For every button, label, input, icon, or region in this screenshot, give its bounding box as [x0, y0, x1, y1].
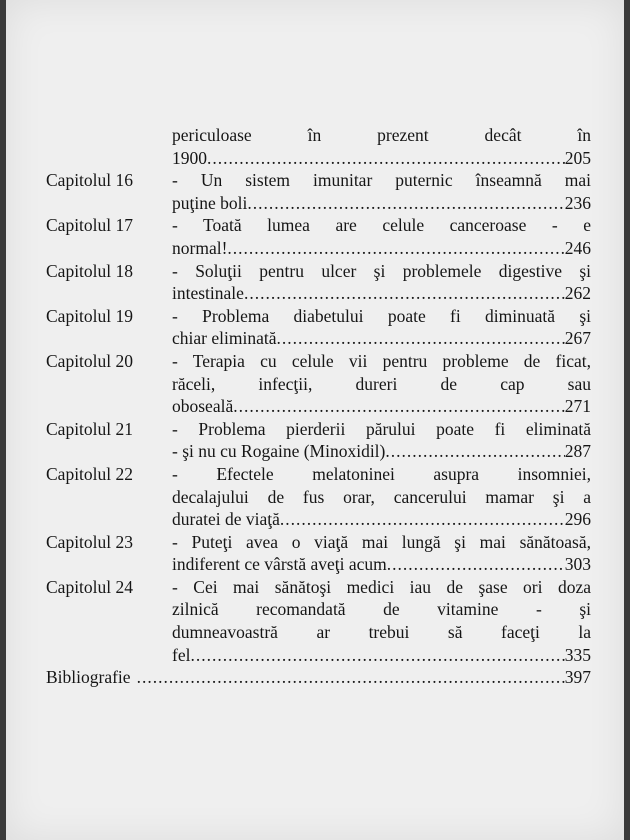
toc-entry-body: [172, 418, 591, 463]
toc-entry-body: [172, 305, 591, 350]
page-number: 296: [564, 509, 591, 530]
toc-last-line: [172, 553, 591, 576]
leader-dots: [207, 147, 565, 170]
leader-dots: [137, 666, 565, 689]
toc-line: - Cei mai sănătoşi medici iau de şase ori doza: [172, 576, 591, 597]
chapter-label: Capitolul 23: [46, 531, 134, 552]
toc-last-line: [172, 147, 591, 170]
toc-last-line: [172, 395, 591, 418]
chapter-label: Capitolul 22: [46, 463, 134, 484]
page-number: 246: [564, 237, 591, 258]
toc-last-line: [172, 237, 591, 260]
toc-last-line: [172, 508, 591, 531]
toc-continuation: [46, 124, 591, 169]
page-number: 303: [564, 554, 591, 575]
toc-line: - Toată lumea are celule canceroase - e: [172, 215, 591, 236]
toc-line: - Problema pierderii părului poate fi eliminată: [172, 418, 591, 439]
leader-dots: [244, 282, 565, 305]
chapter-label: Capitolul 21: [46, 418, 134, 439]
page-number: 267: [564, 328, 591, 349]
leader-dots: [190, 644, 564, 667]
bibliography-label: Bibliografie: [46, 667, 131, 688]
leader-dots: [387, 553, 565, 576]
toc-line-text: duratei de viaţă: [172, 509, 280, 530]
chapter-label: Capitolul 20: [46, 350, 134, 371]
table-of-contents: [46, 124, 591, 689]
leader-dots: [385, 440, 564, 463]
book-page: [6, 0, 624, 840]
toc-entry-body: [172, 214, 591, 259]
toc-line-text: fel: [172, 644, 191, 665]
toc-line: zilnică recomandată de vitamine - şi: [172, 599, 591, 620]
page-number: 271: [564, 396, 591, 417]
leader-dots: [280, 508, 565, 531]
toc-line-text: intestinale: [172, 283, 244, 304]
chapter-label: Capitolul 24: [46, 576, 134, 597]
toc-line-text: - şi nu cu Rogaine (Minoxidil): [172, 441, 386, 462]
toc-entry-body: [172, 124, 591, 169]
toc-line: răceli, infecţii, dureri de cap sau: [172, 373, 591, 394]
toc-entry-body: [172, 260, 591, 305]
toc-line: - Puteţi avea o viaţă mai lungă şi mai sănătoasă,: [172, 531, 591, 552]
leader-dots: [233, 395, 565, 418]
leader-dots: [227, 237, 564, 260]
toc-last-line: [172, 327, 591, 350]
toc-line-text: puţine boli: [172, 192, 248, 213]
toc-entry-body: [172, 350, 591, 418]
toc-last-line: [172, 282, 591, 305]
toc-entry-body: [172, 463, 591, 531]
toc-label-empty: [46, 124, 172, 169]
toc-last-line: [172, 440, 591, 463]
toc-line-text: normal!: [172, 237, 228, 258]
toc-line-text: indiferent ce vârstă aveţi acum: [172, 554, 387, 575]
toc-line: - Efectele melatoninei asupra insomniei,: [172, 463, 591, 484]
toc-line: - Terapia cu celule vii pentru probleme de ficat,: [172, 350, 591, 371]
toc-entry: [46, 350, 591, 418]
page-number: 236: [564, 192, 591, 213]
toc-entry-body: [172, 576, 591, 666]
toc-line: periculoase în prezent decât în: [172, 125, 591, 145]
page-number: 335: [564, 644, 591, 665]
bibliography-entry: [46, 666, 591, 689]
toc-line-text: oboseală: [172, 396, 234, 417]
toc-entry: [46, 463, 591, 531]
chapter-label: Capitolul 16: [46, 170, 134, 191]
toc-line: - Soluţii pentru ulcer şi problemele digestive şi: [172, 260, 591, 281]
toc-entry: [46, 260, 591, 305]
toc-line: dumneavoastră ar trebui să faceţi la: [172, 622, 591, 643]
page-number: 262: [564, 283, 591, 304]
toc-entry: [46, 214, 591, 259]
page-number: 205: [564, 147, 591, 168]
leader-dots: [276, 327, 564, 350]
toc-last-line: [172, 192, 591, 215]
chapter-label: Capitolul 17: [46, 215, 134, 236]
chapter-label: Capitolul 18: [46, 260, 134, 281]
toc-line: - Problema diabetului poate fi diminuată şi: [172, 305, 591, 326]
toc-line: - Un sistem imunitar puternic înseamnă mai: [172, 170, 591, 191]
toc-entry: [46, 305, 591, 350]
page-number: 287: [564, 441, 591, 462]
toc-entry-body: [172, 531, 591, 576]
page-number: 397: [564, 667, 591, 688]
toc-entry: [46, 531, 591, 576]
toc-line: decalajului de fus orar, cancerului mamar şi a: [172, 486, 591, 507]
toc-line-text: 1900: [172, 147, 207, 168]
toc-last-line: [172, 644, 591, 667]
toc-entry: [46, 576, 591, 666]
leader-dots: [247, 192, 564, 215]
toc-entry: [46, 418, 591, 463]
toc-entry-body: [172, 169, 591, 214]
chapter-label: Capitolul 19: [46, 305, 134, 326]
toc-line-text: chiar eliminată: [172, 328, 277, 349]
toc-entry: [46, 169, 591, 214]
